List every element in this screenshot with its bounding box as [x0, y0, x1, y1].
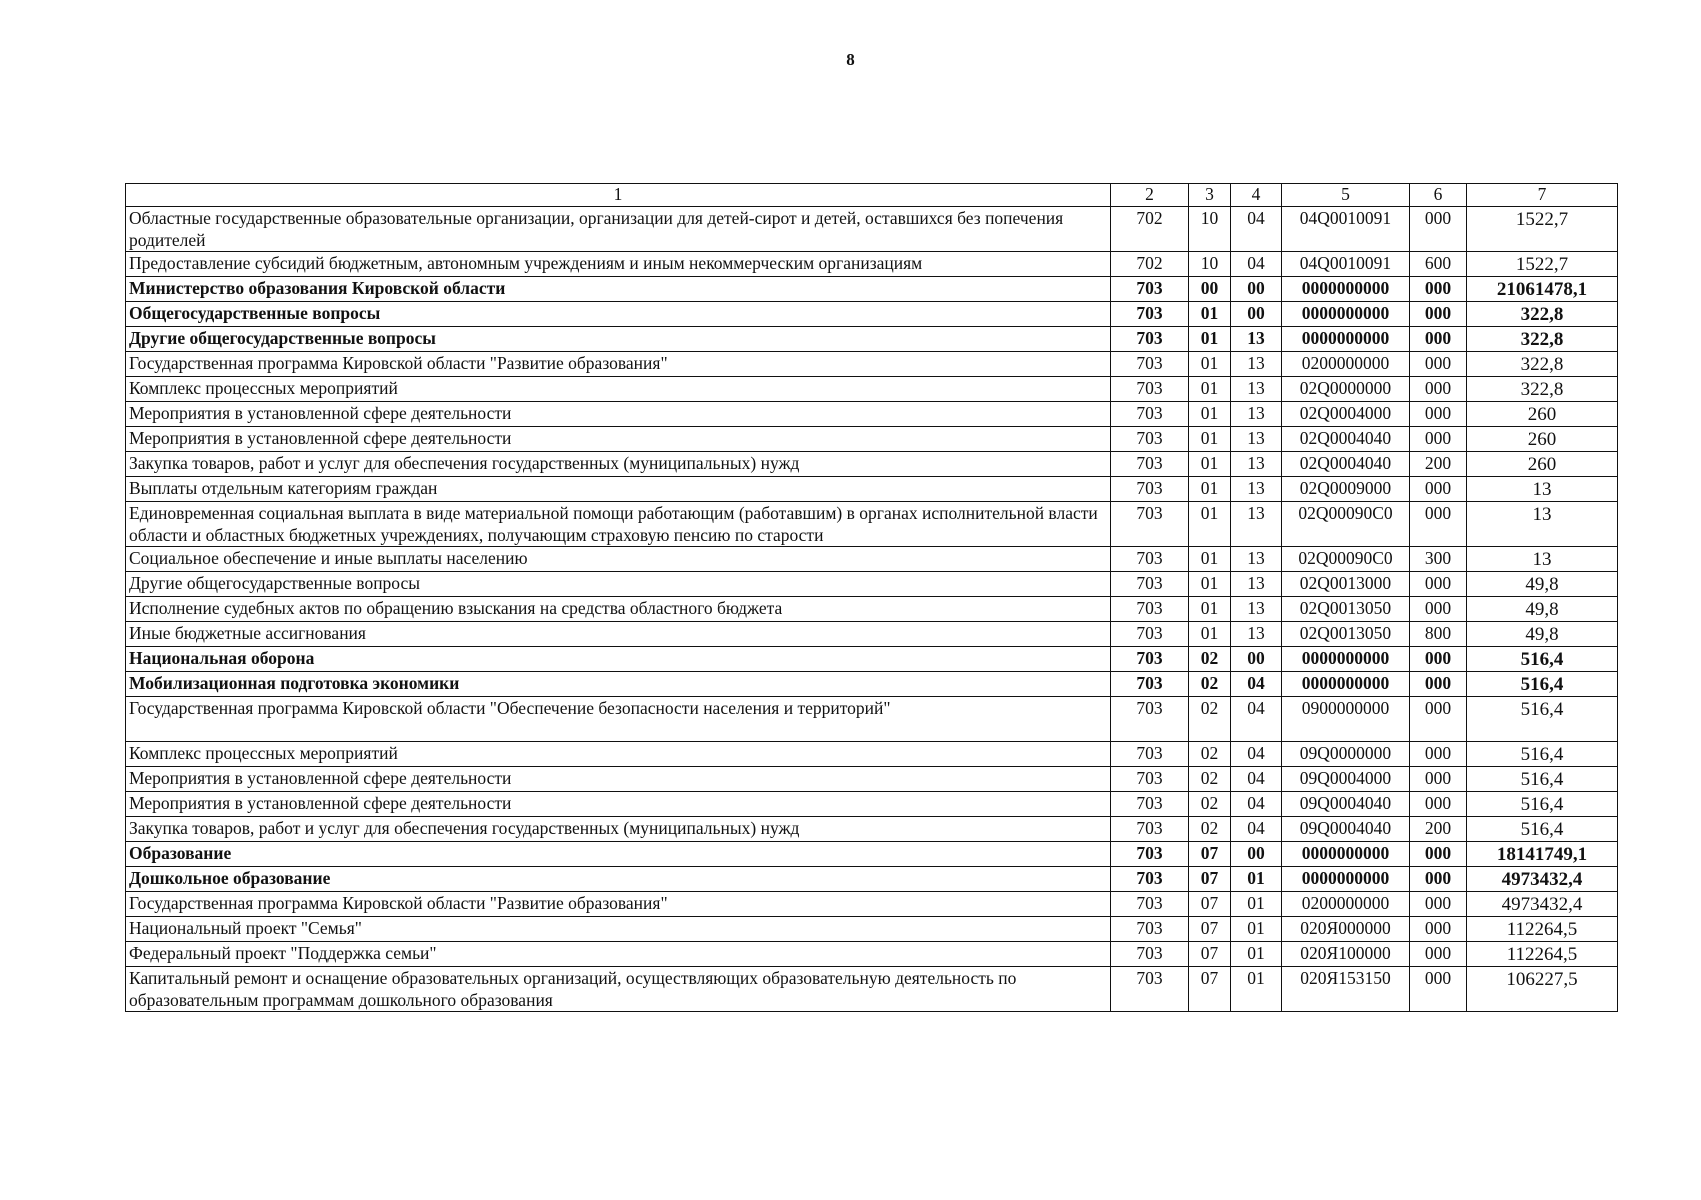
section-code-cell: 01	[1189, 302, 1231, 327]
expense-type-cell: 000	[1410, 842, 1467, 867]
ministry-code-cell: 703	[1111, 817, 1189, 842]
section-code-cell: 02	[1189, 817, 1231, 842]
row-name-cell: Закупка товаров, работ и услуг для обеспечения государственных (муниципальных) нужд	[126, 452, 1111, 477]
row-name-cell: Областные государственные образовательные организации, организации для детей-сирот и детей, оставшихся без попечения родителей	[126, 207, 1111, 252]
table-body	[126, 207, 1618, 1012]
row-name-cell: Дошкольное образование	[126, 867, 1111, 892]
table-row	[126, 377, 1618, 402]
ministry-code-cell: 703	[1111, 767, 1189, 792]
table-row	[126, 302, 1618, 327]
ministry-code-cell: 703	[1111, 302, 1189, 327]
section-code-cell: 10	[1189, 252, 1231, 277]
section-code-cell: 07	[1189, 867, 1231, 892]
expense-type-cell: 200	[1410, 817, 1467, 842]
subsection-code-cell: 00	[1231, 277, 1282, 302]
table-row	[126, 792, 1618, 817]
ministry-code-cell: 703	[1111, 452, 1189, 477]
section-code-cell: 01	[1189, 622, 1231, 647]
table-row	[126, 477, 1618, 502]
row-name-cell: Государственная программа Кировской области "Развитие образования"	[126, 352, 1111, 377]
section-code-cell: 01	[1189, 452, 1231, 477]
target-article-cell: 09Q0000000	[1282, 742, 1410, 767]
row-name-cell: Исполнение судебных актов по обращению взыскания на средства областного бюджета	[126, 597, 1111, 622]
row-name-cell: Выплаты отдельным категориям граждан	[126, 477, 1111, 502]
section-code-cell: 07	[1189, 917, 1231, 942]
subsection-code-cell: 13	[1231, 622, 1282, 647]
ministry-code-cell: 703	[1111, 672, 1189, 697]
table-row	[126, 742, 1618, 767]
amount-cell: 49,8	[1467, 597, 1618, 622]
amount-cell: 4973432,4	[1467, 892, 1618, 917]
ministry-code-cell: 703	[1111, 477, 1189, 502]
column-header: 5	[1282, 184, 1410, 207]
subsection-code-cell: 13	[1231, 572, 1282, 597]
target-article-cell: 02Q0004040	[1282, 452, 1410, 477]
amount-cell: 49,8	[1467, 622, 1618, 647]
column-header: 3	[1189, 184, 1231, 207]
section-code-cell: 02	[1189, 647, 1231, 672]
amount-cell: 322,8	[1467, 352, 1618, 377]
column-header: 6	[1410, 184, 1467, 207]
table-row	[126, 547, 1618, 572]
subsection-code-cell: 13	[1231, 477, 1282, 502]
subsection-code-cell: 01	[1231, 892, 1282, 917]
table-row	[126, 867, 1618, 892]
ministry-code-cell: 703	[1111, 892, 1189, 917]
amount-cell: 13	[1467, 477, 1618, 502]
row-name-cell: Мероприятия в установленной сфере деятельности	[126, 767, 1111, 792]
row-name-cell: Предоставление субсидий бюджетным, автономным учреждениям и иным некоммерческим организациям	[126, 252, 1111, 277]
table-row	[126, 672, 1618, 697]
amount-cell: 49,8	[1467, 572, 1618, 597]
row-name-cell: Государственная программа Кировской области "Развитие образования"	[126, 892, 1111, 917]
ministry-code-cell: 703	[1111, 597, 1189, 622]
table-row	[126, 647, 1618, 672]
ministry-code-cell: 702	[1111, 207, 1189, 252]
table-row	[126, 622, 1618, 647]
target-article-cell: 04Q0010091	[1282, 252, 1410, 277]
target-article-cell: 09Q0004040	[1282, 792, 1410, 817]
expense-type-cell: 000	[1410, 697, 1467, 742]
subsection-code-cell: 13	[1231, 402, 1282, 427]
subsection-code-cell: 04	[1231, 792, 1282, 817]
row-name-cell: Мобилизационная подготовка экономики	[126, 672, 1111, 697]
table-row	[126, 967, 1618, 1012]
target-article-cell: 0000000000	[1282, 302, 1410, 327]
subsection-code-cell: 04	[1231, 672, 1282, 697]
section-code-cell: 07	[1189, 842, 1231, 867]
section-code-cell: 07	[1189, 892, 1231, 917]
amount-cell: 21061478,1	[1467, 277, 1618, 302]
expense-type-cell: 000	[1410, 477, 1467, 502]
expense-type-cell: 000	[1410, 742, 1467, 767]
amount-cell: 112264,5	[1467, 917, 1618, 942]
subsection-code-cell: 01	[1231, 967, 1282, 1012]
target-article-cell: 02Q0000000	[1282, 377, 1410, 402]
row-name-cell: Комплекс процессных мероприятий	[126, 377, 1111, 402]
expense-type-cell: 000	[1410, 792, 1467, 817]
target-article-cell: 02Q0013050	[1282, 622, 1410, 647]
target-article-cell: 02Q0013000	[1282, 572, 1410, 597]
table-row	[126, 427, 1618, 452]
subsection-code-cell: 04	[1231, 767, 1282, 792]
subsection-code-cell: 00	[1231, 647, 1282, 672]
target-article-cell: 02Q00090C0	[1282, 502, 1410, 547]
expense-type-cell: 200	[1410, 452, 1467, 477]
row-name-cell: Государственная программа Кировской области "Обеспечение безопасности населения и территорий"	[126, 697, 1111, 742]
subsection-code-cell: 13	[1231, 597, 1282, 622]
column-number-row	[126, 184, 1618, 207]
row-name-cell: Национальный проект "Семья"	[126, 917, 1111, 942]
table-row	[126, 402, 1618, 427]
section-code-cell: 01	[1189, 377, 1231, 402]
row-name-cell: Федеральный проект "Поддержка семьи"	[126, 942, 1111, 967]
expense-type-cell: 000	[1410, 352, 1467, 377]
amount-cell: 516,4	[1467, 767, 1618, 792]
expense-type-cell: 600	[1410, 252, 1467, 277]
row-name-cell: Национальная оборона	[126, 647, 1111, 672]
ministry-code-cell: 703	[1111, 547, 1189, 572]
amount-cell: 516,4	[1467, 817, 1618, 842]
section-code-cell: 01	[1189, 477, 1231, 502]
ministry-code-cell: 703	[1111, 402, 1189, 427]
subsection-code-cell: 04	[1231, 252, 1282, 277]
ministry-code-cell: 703	[1111, 572, 1189, 597]
expense-type-cell: 000	[1410, 967, 1467, 1012]
target-article-cell: 02Q0009000	[1282, 477, 1410, 502]
expense-type-cell: 000	[1410, 277, 1467, 302]
ministry-code-cell: 703	[1111, 622, 1189, 647]
target-article-cell: 0000000000	[1282, 647, 1410, 672]
ministry-code-cell: 702	[1111, 252, 1189, 277]
expense-type-cell: 000	[1410, 502, 1467, 547]
ministry-code-cell: 703	[1111, 792, 1189, 817]
amount-cell: 322,8	[1467, 327, 1618, 352]
column-header: 2	[1111, 184, 1189, 207]
row-name-cell: Мероприятия в установленной сфере деятельности	[126, 427, 1111, 452]
amount-cell: 322,8	[1467, 377, 1618, 402]
expense-type-cell: 300	[1410, 547, 1467, 572]
section-code-cell: 01	[1189, 597, 1231, 622]
amount-cell: 18141749,1	[1467, 842, 1618, 867]
subsection-code-cell: 13	[1231, 502, 1282, 547]
table-row	[126, 817, 1618, 842]
target-article-cell: 02Q00090C0	[1282, 547, 1410, 572]
expense-type-cell: 000	[1410, 377, 1467, 402]
ministry-code-cell: 703	[1111, 917, 1189, 942]
target-article-cell: 0000000000	[1282, 277, 1410, 302]
subsection-code-cell: 13	[1231, 427, 1282, 452]
subsection-code-cell: 13	[1231, 327, 1282, 352]
expense-type-cell: 000	[1410, 767, 1467, 792]
table-row	[126, 252, 1618, 277]
target-article-cell: 02Q0004000	[1282, 402, 1410, 427]
amount-cell: 112264,5	[1467, 942, 1618, 967]
row-name-cell: Мероприятия в установленной сфере деятельности	[126, 792, 1111, 817]
subsection-code-cell: 01	[1231, 917, 1282, 942]
expense-type-cell: 000	[1410, 867, 1467, 892]
section-code-cell: 02	[1189, 792, 1231, 817]
section-code-cell: 07	[1189, 967, 1231, 1012]
target-article-cell: 04Q0010091	[1282, 207, 1410, 252]
amount-cell: 322,8	[1467, 302, 1618, 327]
subsection-code-cell: 01	[1231, 942, 1282, 967]
ministry-code-cell: 703	[1111, 942, 1189, 967]
section-code-cell: 02	[1189, 697, 1231, 742]
target-article-cell: 020Я100000	[1282, 942, 1410, 967]
amount-cell: 260	[1467, 452, 1618, 477]
target-article-cell: 020Я153150	[1282, 967, 1410, 1012]
ministry-code-cell: 703	[1111, 647, 1189, 672]
table-row	[126, 327, 1618, 352]
subsection-code-cell: 13	[1231, 352, 1282, 377]
amount-cell: 516,4	[1467, 697, 1618, 742]
subsection-code-cell: 04	[1231, 207, 1282, 252]
subsection-code-cell: 13	[1231, 547, 1282, 572]
table-row	[126, 767, 1618, 792]
ministry-code-cell: 703	[1111, 842, 1189, 867]
table-row	[126, 842, 1618, 867]
subsection-code-cell: 00	[1231, 302, 1282, 327]
target-article-cell: 02Q0013050	[1282, 597, 1410, 622]
amount-cell: 260	[1467, 402, 1618, 427]
section-code-cell: 00	[1189, 277, 1231, 302]
section-code-cell: 01	[1189, 427, 1231, 452]
expense-type-cell: 000	[1410, 302, 1467, 327]
row-name-cell: Иные бюджетные ассигнования	[126, 622, 1111, 647]
row-name-cell: Министерство образования Кировской области	[126, 277, 1111, 302]
amount-cell: 106227,5	[1467, 967, 1618, 1012]
row-name-cell: Образование	[126, 842, 1111, 867]
expense-type-cell: 000	[1410, 427, 1467, 452]
ministry-code-cell: 703	[1111, 352, 1189, 377]
section-code-cell: 07	[1189, 942, 1231, 967]
row-name-cell: Общегосударственные вопросы	[126, 302, 1111, 327]
amount-cell: 13	[1467, 547, 1618, 572]
target-article-cell: 0900000000	[1282, 697, 1410, 742]
ministry-code-cell: 703	[1111, 427, 1189, 452]
ministry-code-cell: 703	[1111, 967, 1189, 1012]
ministry-code-cell: 703	[1111, 277, 1189, 302]
expense-type-cell: 000	[1410, 942, 1467, 967]
column-header: 1	[126, 184, 1111, 207]
expense-type-cell: 000	[1410, 672, 1467, 697]
amount-cell: 260	[1467, 427, 1618, 452]
page-number: 8	[846, 50, 855, 69]
subsection-code-cell: 01	[1231, 867, 1282, 892]
expense-type-cell: 000	[1410, 327, 1467, 352]
amount-cell: 1522,7	[1467, 207, 1618, 252]
row-name-cell: Единовременная социальная выплата в виде материальной помощи работающим (работавшим) в органах исполнительной власти области и областных бюджетных учреждениях, получающим страховую пенсию по старости	[126, 502, 1111, 547]
table-row	[126, 917, 1618, 942]
target-article-cell: 0200000000	[1282, 892, 1410, 917]
expense-type-cell: 000	[1410, 402, 1467, 427]
row-name-cell: Капитальный ремонт и оснащение образовательных организаций, осуществляющих образовательную деятельность по образовательным программам дошкольного образования	[126, 967, 1111, 1012]
section-code-cell: 01	[1189, 402, 1231, 427]
target-article-cell: 09Q0004000	[1282, 767, 1410, 792]
table-row	[126, 277, 1618, 302]
expense-type-cell: 000	[1410, 647, 1467, 672]
ministry-code-cell: 703	[1111, 502, 1189, 547]
subsection-code-cell: 13	[1231, 452, 1282, 477]
section-code-cell: 10	[1189, 207, 1231, 252]
target-article-cell: 0200000000	[1282, 352, 1410, 377]
subsection-code-cell: 04	[1231, 697, 1282, 742]
expense-type-cell: 800	[1410, 622, 1467, 647]
amount-cell: 4973432,4	[1467, 867, 1618, 892]
amount-cell: 13	[1467, 502, 1618, 547]
section-code-cell: 01	[1189, 327, 1231, 352]
table-row	[126, 892, 1618, 917]
amount-cell: 516,4	[1467, 672, 1618, 697]
amount-cell: 516,4	[1467, 792, 1618, 817]
expense-type-cell: 000	[1410, 892, 1467, 917]
section-code-cell: 02	[1189, 672, 1231, 697]
ministry-code-cell: 703	[1111, 742, 1189, 767]
target-article-cell: 020Я000000	[1282, 917, 1410, 942]
ministry-code-cell: 703	[1111, 697, 1189, 742]
row-name-cell: Социальное обеспечение и иные выплаты населению	[126, 547, 1111, 572]
table-row	[126, 452, 1618, 477]
section-code-cell: 02	[1189, 742, 1231, 767]
table-row	[126, 697, 1618, 742]
row-name-cell: Другие общегосударственные вопросы	[126, 572, 1111, 597]
section-code-cell: 02	[1189, 767, 1231, 792]
section-code-cell: 01	[1189, 502, 1231, 547]
table-row	[126, 502, 1618, 547]
target-article-cell: 0000000000	[1282, 672, 1410, 697]
table-row	[126, 207, 1618, 252]
expense-type-cell: 000	[1410, 597, 1467, 622]
ministry-code-cell: 703	[1111, 867, 1189, 892]
amount-cell: 516,4	[1467, 742, 1618, 767]
subsection-code-cell: 13	[1231, 377, 1282, 402]
subsection-code-cell: 04	[1231, 742, 1282, 767]
table-row	[126, 597, 1618, 622]
ministry-code-cell: 703	[1111, 327, 1189, 352]
budget-table	[125, 183, 1618, 1012]
amount-cell: 1522,7	[1467, 252, 1618, 277]
expense-type-cell: 000	[1410, 917, 1467, 942]
target-article-cell: 02Q0004040	[1282, 427, 1410, 452]
table-row	[126, 352, 1618, 377]
table-row	[126, 942, 1618, 967]
target-article-cell: 09Q0004040	[1282, 817, 1410, 842]
row-name-cell: Мероприятия в установленной сфере деятельности	[126, 402, 1111, 427]
table-row	[126, 572, 1618, 597]
section-code-cell: 01	[1189, 352, 1231, 377]
amount-cell: 516,4	[1467, 647, 1618, 672]
row-name-cell: Закупка товаров, работ и услуг для обеспечения государственных (муниципальных) нужд	[126, 817, 1111, 842]
subsection-code-cell: 04	[1231, 817, 1282, 842]
expense-type-cell: 000	[1410, 207, 1467, 252]
subsection-code-cell: 00	[1231, 842, 1282, 867]
ministry-code-cell: 703	[1111, 377, 1189, 402]
column-header: 4	[1231, 184, 1282, 207]
row-name-cell: Другие общегосударственные вопросы	[126, 327, 1111, 352]
row-name-cell: Комплекс процессных мероприятий	[126, 742, 1111, 767]
target-article-cell: 0000000000	[1282, 842, 1410, 867]
target-article-cell: 0000000000	[1282, 327, 1410, 352]
section-code-cell: 01	[1189, 547, 1231, 572]
target-article-cell: 0000000000	[1282, 867, 1410, 892]
column-header: 7	[1467, 184, 1618, 207]
section-code-cell: 01	[1189, 572, 1231, 597]
expense-type-cell: 000	[1410, 572, 1467, 597]
